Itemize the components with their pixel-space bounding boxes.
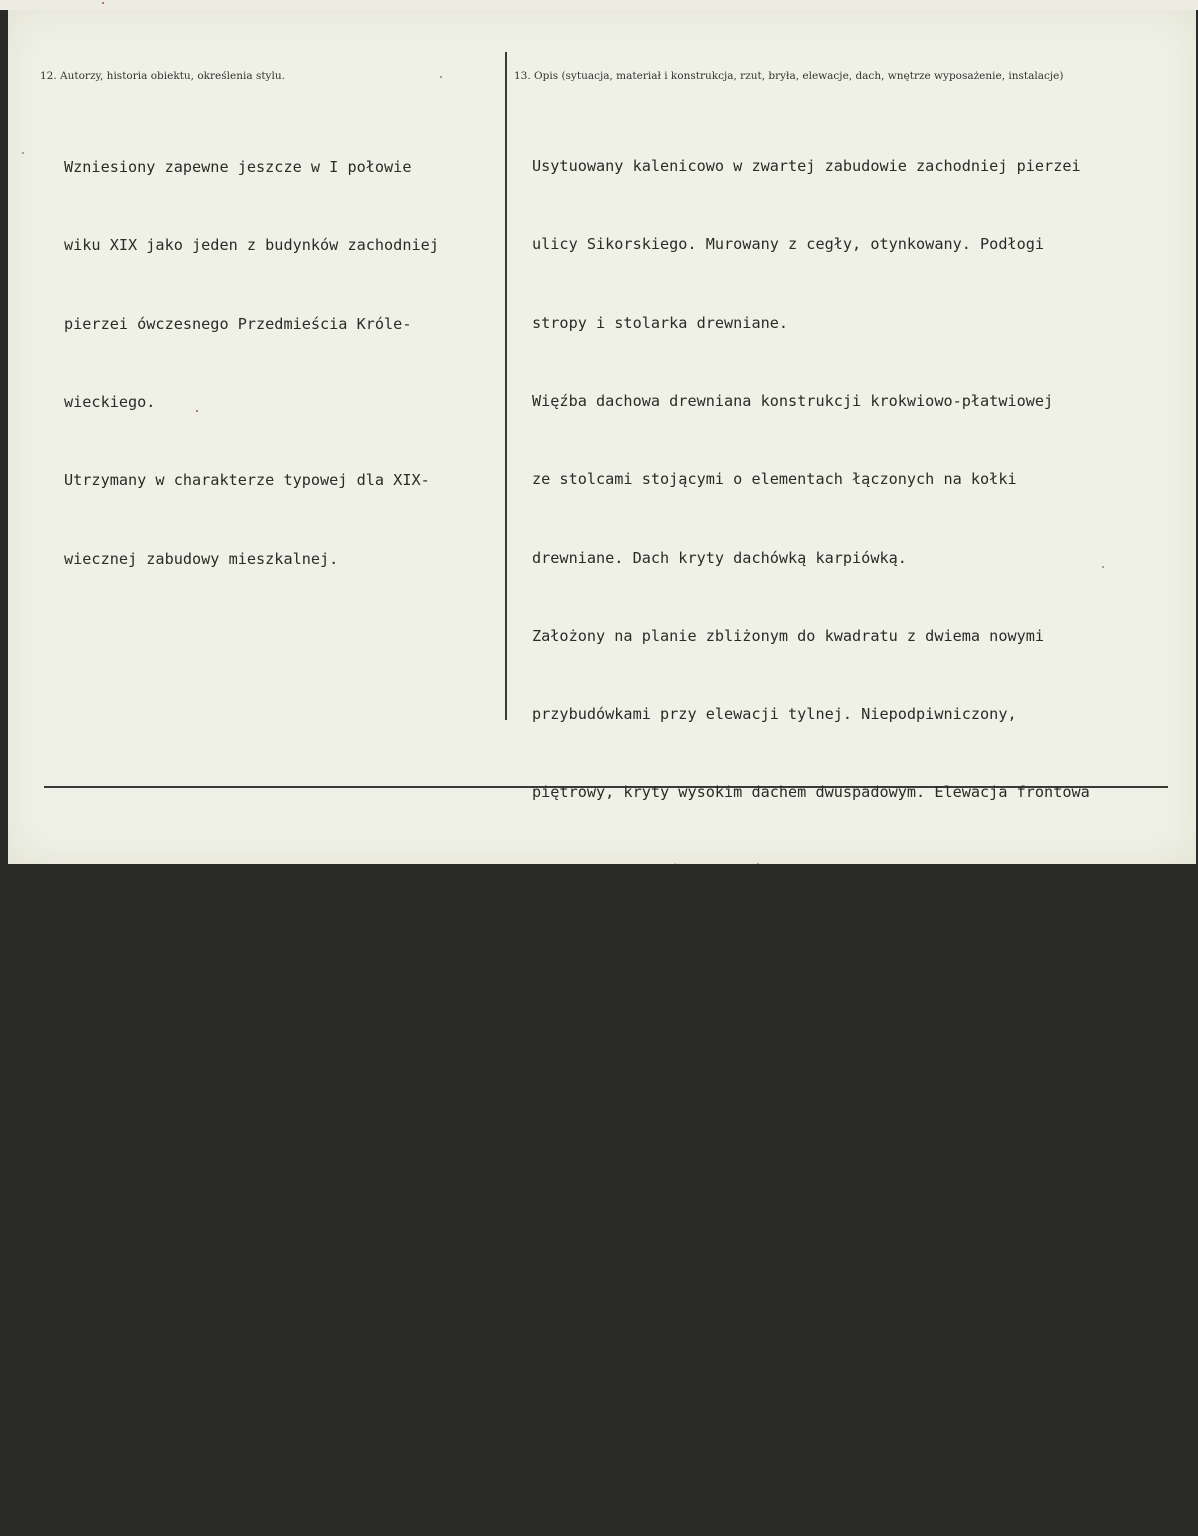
text-line: Schody drewniane z balustradą tralkową, we wnętrzach stropy [532,1174,1072,1193]
text-line: ulicy Sikorskiego. Murowany z cegły, otynkowany. Podłogi [532,235,1045,254]
text-line: wiecznej zabudowy mieszkalnej. [64,549,339,568]
text-line: Więźba dachowa drewniana konstrukcji krokwiowo-płatwiowej [532,392,1054,411]
text-line: Założony na planie zbliżonym do kwadratu z dwiema nowymi [532,626,1045,645]
text-line: podbite pilśniówką. [532,1331,706,1350]
text-line: stropy i stolarka drewniane. [532,313,789,332]
text-line: baru w przyziemiu. Elewację wieńczy prosty gzyms podokapowy. [532,940,1081,958]
column-divider [505,52,507,720]
text-line: wiku XIX jako jeden z budynków zachodniej [64,236,439,255]
text-line: belkowe ozdobione sfazowanymi krawędziami belek, wtórnie [532,1253,1045,1272]
section-12-heading: 12. Autorzy, historia obiektu, określenia stylu. [40,70,285,82]
text-line: trzyosiowa z głównym wejściem do budynku i witryną [532,861,990,880]
paper-speck [22,152,24,154]
text-line: w lewym skraju przedniego traktu. [532,1096,834,1115]
paper-speck [196,410,198,412]
section-13-text [532,101,1090,1536]
text-line: ze stolcami stojącymi o elementach łączonych na kołki [532,470,1017,489]
text-line: piętrowy, kryty wysokim dachem dwuspadowym. Elewacja frontowa [532,783,1090,802]
paper-speck [1102,566,1104,568]
text-line: wieckiego. [64,393,156,412]
section-12-text [64,102,439,598]
text-line: Wzniesiony zapewne jeszcze w I połowie [64,158,412,177]
paper-speck [102,2,104,4]
text-line: Obiekt wyposażony w instalację elektryczną i wodociągowo- [532,1409,1054,1428]
text-line: kanalizacyjną. [532,1487,661,1506]
text-line: Utrzymany w charakterze typowej dla XIX- [64,471,430,490]
paper-speck [440,76,442,78]
text-line: pierzei ówczesnego Przedmieścia Króle- [64,314,412,333]
text-line: Usytuowany kalenicowo w zwartej zabudowie zachodniej pierzei [532,157,1081,176]
section-13-heading: 13. Opis (sytuacja, materiał i konstrukcja, rzut, bryła, elewacje, dach, wnętrze wyposażenie, instalacje) [514,70,1064,82]
text-line: Układ wnęki dwutraktowy z pomieszczeniem klatki schodowej [532,1018,1054,1037]
text-line: drewniane. Dach kryty dachówką karpiówką. [532,548,907,567]
text-line: przybudówkami przy elewacji tylnej. Niepodpiwniczony, [532,705,1017,724]
